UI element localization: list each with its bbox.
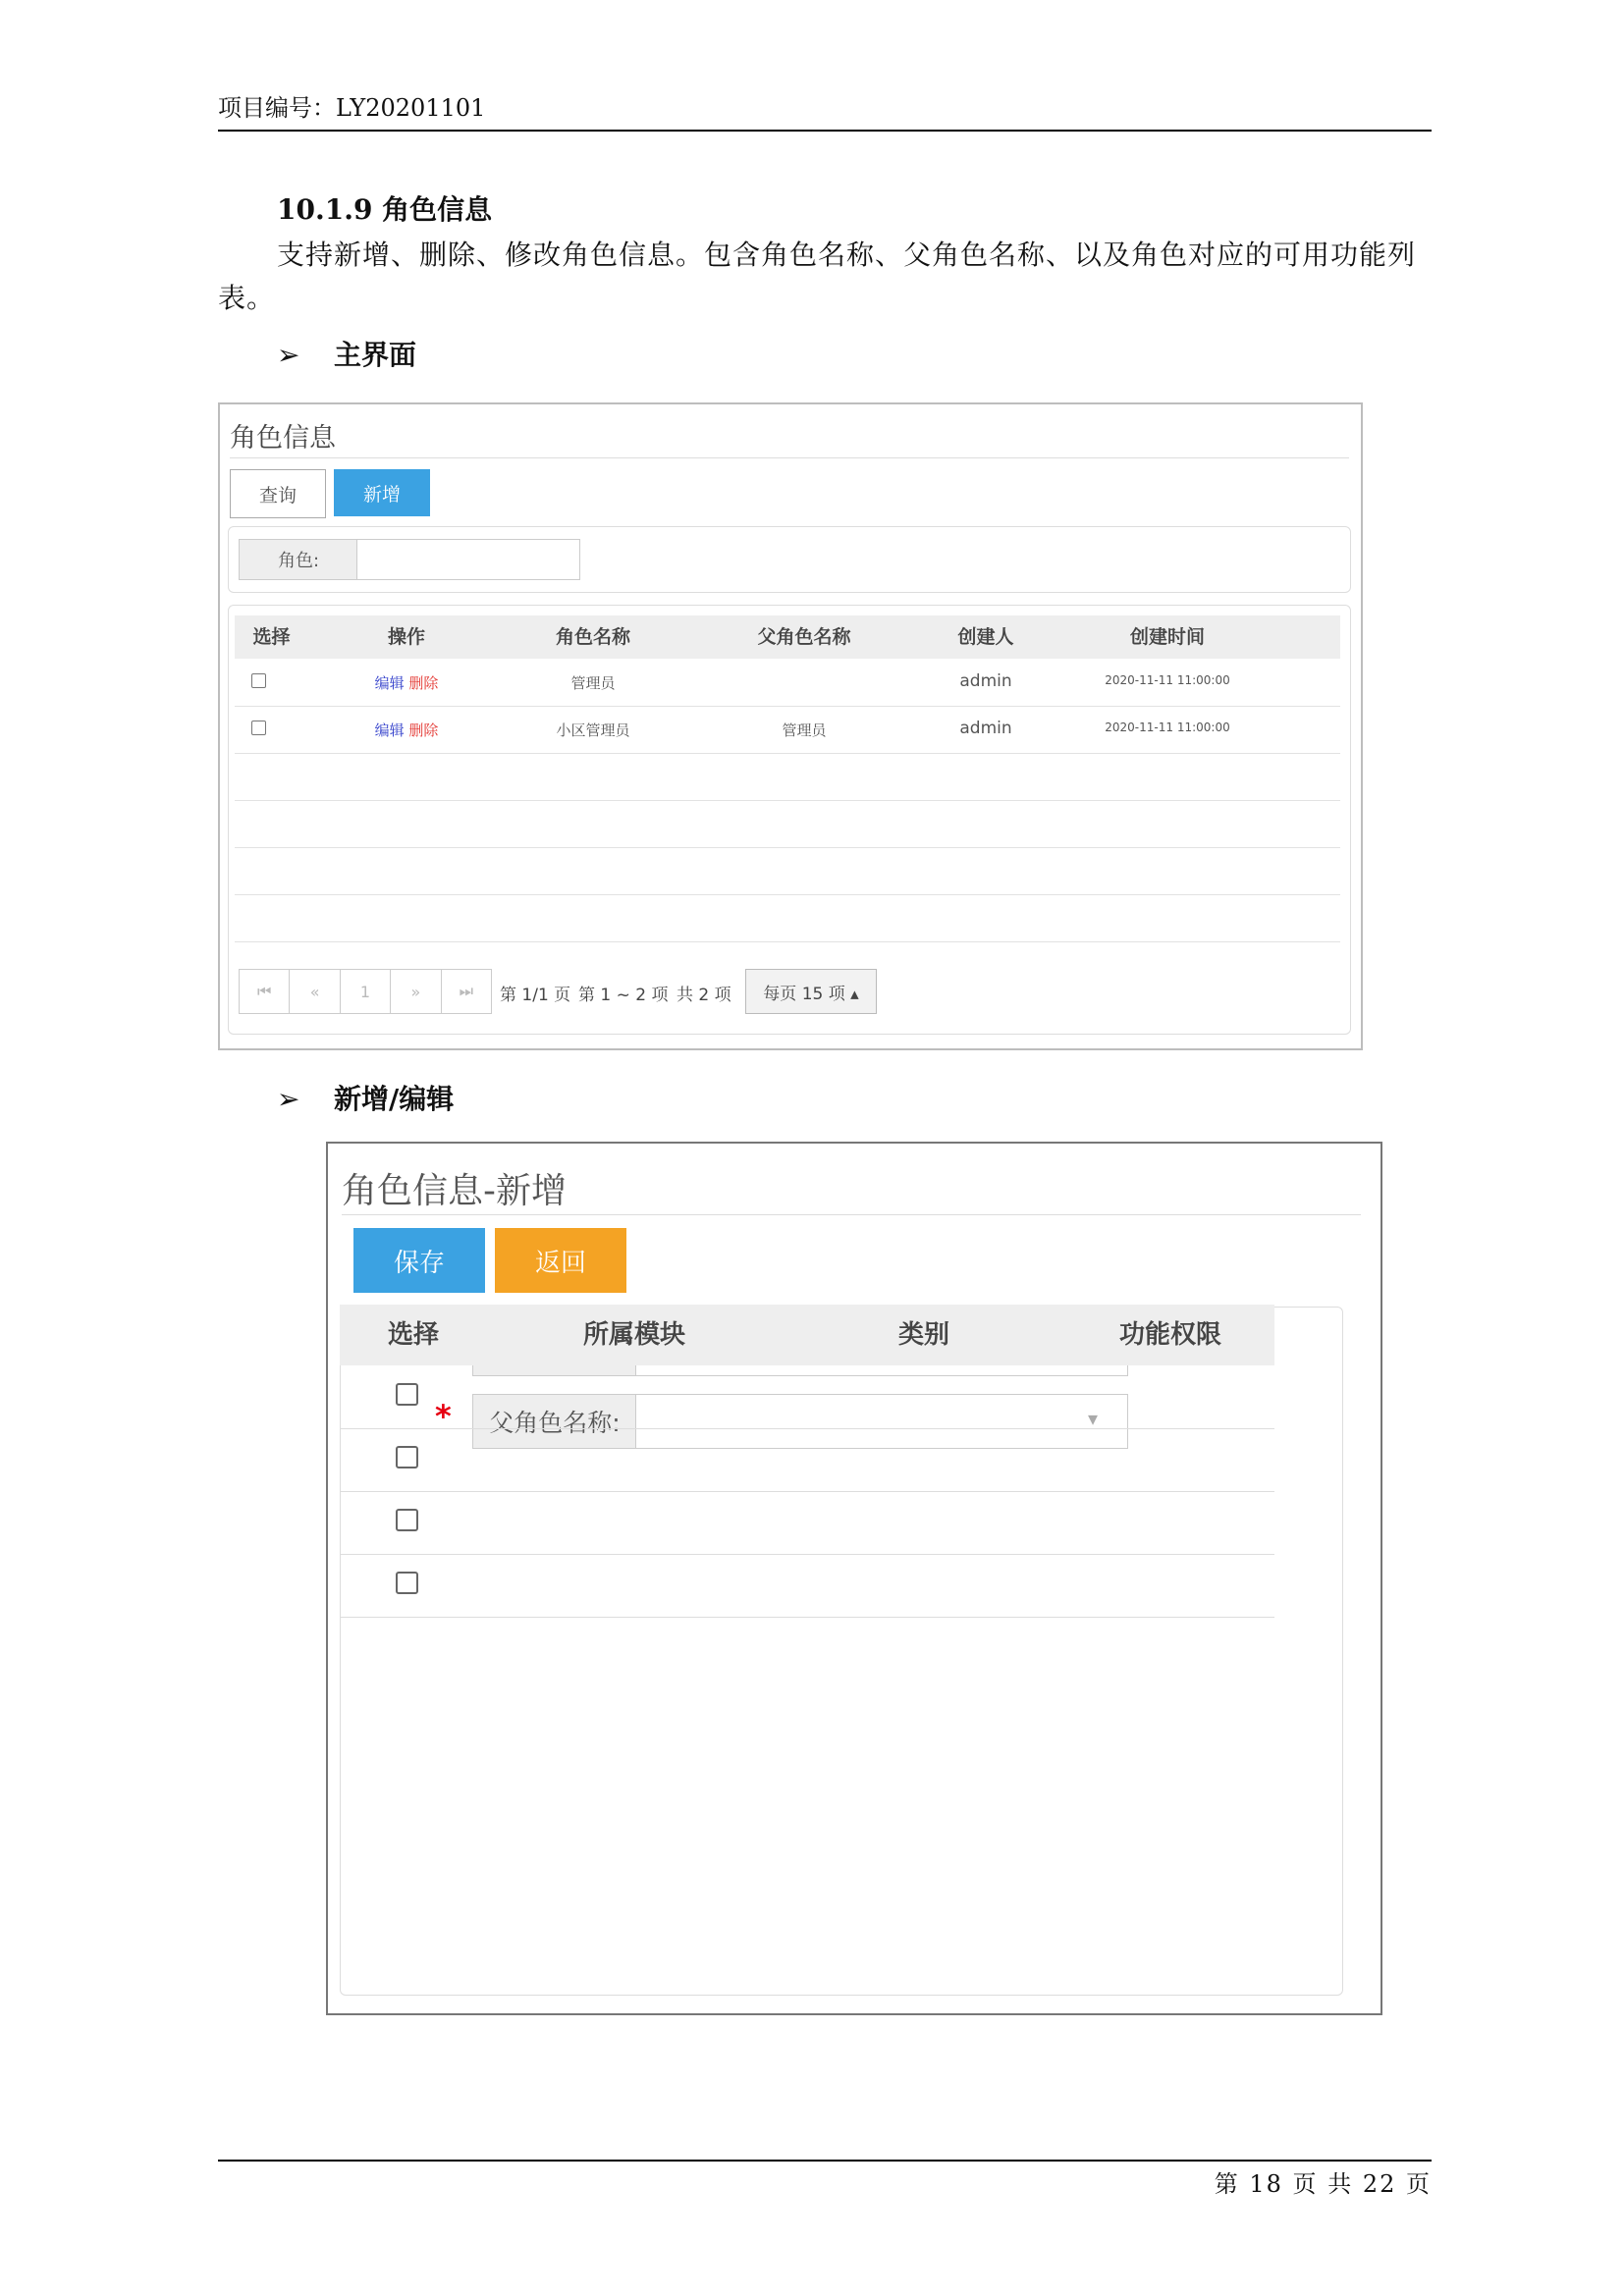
page-footer: 第 18 页 共 22 页: [1214, 2170, 1432, 2198]
table-header: [235, 615, 1340, 659]
col-action: 操作: [387, 626, 425, 648]
bullet-main-ui: [277, 334, 416, 373]
delete-link[interactable]: 删除: [408, 721, 439, 739]
table-row-empty: [235, 800, 1340, 848]
created-time-cell: 2020-11-11 11:00:00: [1105, 721, 1230, 734]
arrow-bullet-icon: ➢: [277, 1083, 300, 1115]
save-button[interactable]: 保存: [353, 1228, 485, 1293]
project-number: 项目编号：LY20201101: [218, 94, 486, 122]
prev-page-button[interactable]: «: [290, 970, 340, 1013]
table-row: [340, 1428, 1274, 1492]
back-button[interactable]: 返回: [495, 1228, 626, 1293]
table-row-empty: [235, 894, 1340, 942]
query-button[interactable]: 查询: [230, 469, 326, 518]
page-number-button[interactable]: 1: [341, 970, 391, 1013]
row-checkbox[interactable]: [396, 1509, 418, 1531]
role-name-cell: 小区管理员: [556, 721, 630, 739]
row-checkbox[interactable]: [251, 721, 266, 735]
table-row-empty: [235, 847, 1340, 895]
created-time-cell: 2020-11-11 11:00:00: [1105, 673, 1230, 687]
col-role-name: 角色名称: [555, 626, 630, 648]
search-panel: [228, 526, 1351, 593]
col-select: 选择: [252, 626, 291, 648]
col-category: 类别: [897, 1320, 949, 1350]
pagination-buttons: [239, 969, 492, 1014]
row-checkbox[interactable]: [396, 1572, 418, 1594]
role-name-cell: 管理员: [570, 674, 616, 692]
section-title: 10.1.9 角色信息: [277, 193, 493, 226]
parent-role-label: 父角色名称:: [472, 1394, 637, 1449]
last-page-button[interactable]: ⏭: [459, 982, 474, 1000]
row-checkbox[interactable]: [396, 1383, 418, 1406]
range-info: 第 1 ~ 2 项: [578, 986, 669, 1005]
add-button[interactable]: 新增: [334, 469, 430, 516]
table-row-empty: [235, 753, 1340, 801]
col-creator: 创建人: [957, 626, 1014, 648]
role-table-panel: [228, 605, 1351, 1035]
section-description: 支持新增、删除、修改角色信息。包含角色名称、父角色名称、以及角色对应的可用功能列表。: [218, 239, 1417, 314]
row-actions: [308, 720, 505, 740]
col-created-time: 创建时间: [1129, 626, 1205, 648]
required-mark: *: [435, 1398, 452, 1435]
table-row: [340, 1491, 1274, 1555]
col-permission: 功能权限: [1118, 1320, 1221, 1350]
next-page-button[interactable]: »: [391, 970, 441, 1013]
col-module: 所属模块: [582, 1320, 685, 1350]
chevron-down-icon: ▾: [1087, 1407, 1098, 1430]
table-row: [235, 706, 1340, 754]
permission-table-header: [340, 1305, 1274, 1365]
footer-divider: [218, 2160, 1432, 2162]
edit-link[interactable]: 编辑: [374, 674, 405, 692]
creator-cell: admin: [959, 671, 1012, 691]
table-row: [235, 659, 1340, 707]
add-screen-title: 角色信息-新增: [342, 1171, 567, 1211]
bullet-add-edit: [277, 1078, 454, 1117]
page-size-select[interactable]: 每页 15 项 ▴: [745, 969, 877, 1014]
delete-link[interactable]: 删除: [408, 674, 439, 692]
bullet-main-ui-label: 主界面: [334, 339, 417, 371]
creator-cell: admin: [959, 719, 1012, 738]
role-search-input[interactable]: [356, 539, 580, 580]
table-row: [340, 1365, 1274, 1429]
page-info: 第 1/1 页: [500, 986, 571, 1005]
arrow-bullet-icon: ➢: [277, 339, 300, 371]
parent-role-cell: 管理员: [782, 721, 827, 739]
bullet-add-edit-label: 新增/编辑: [334, 1083, 455, 1115]
edit-link[interactable]: 编辑: [374, 721, 405, 739]
total-info: 共 2 项: [677, 986, 731, 1005]
col-parent-role: 父角色名称: [757, 626, 851, 648]
table-row: [340, 1554, 1274, 1618]
first-page-button[interactable]: ⏮: [240, 970, 290, 1013]
row-checkbox[interactable]: [396, 1446, 418, 1468]
role-search-label: 角色:: [239, 539, 358, 580]
title-divider: [230, 457, 1349, 458]
title-divider: [342, 1214, 1361, 1215]
page-header: [218, 90, 1432, 132]
main-screen-screenshot: [218, 402, 1363, 1050]
main-screen-title: 角色信息: [230, 423, 336, 454]
col-select: 选择: [387, 1320, 439, 1350]
add-screen-screenshot: [326, 1142, 1382, 2015]
row-checkbox[interactable]: [251, 673, 266, 688]
row-actions: [308, 672, 505, 693]
